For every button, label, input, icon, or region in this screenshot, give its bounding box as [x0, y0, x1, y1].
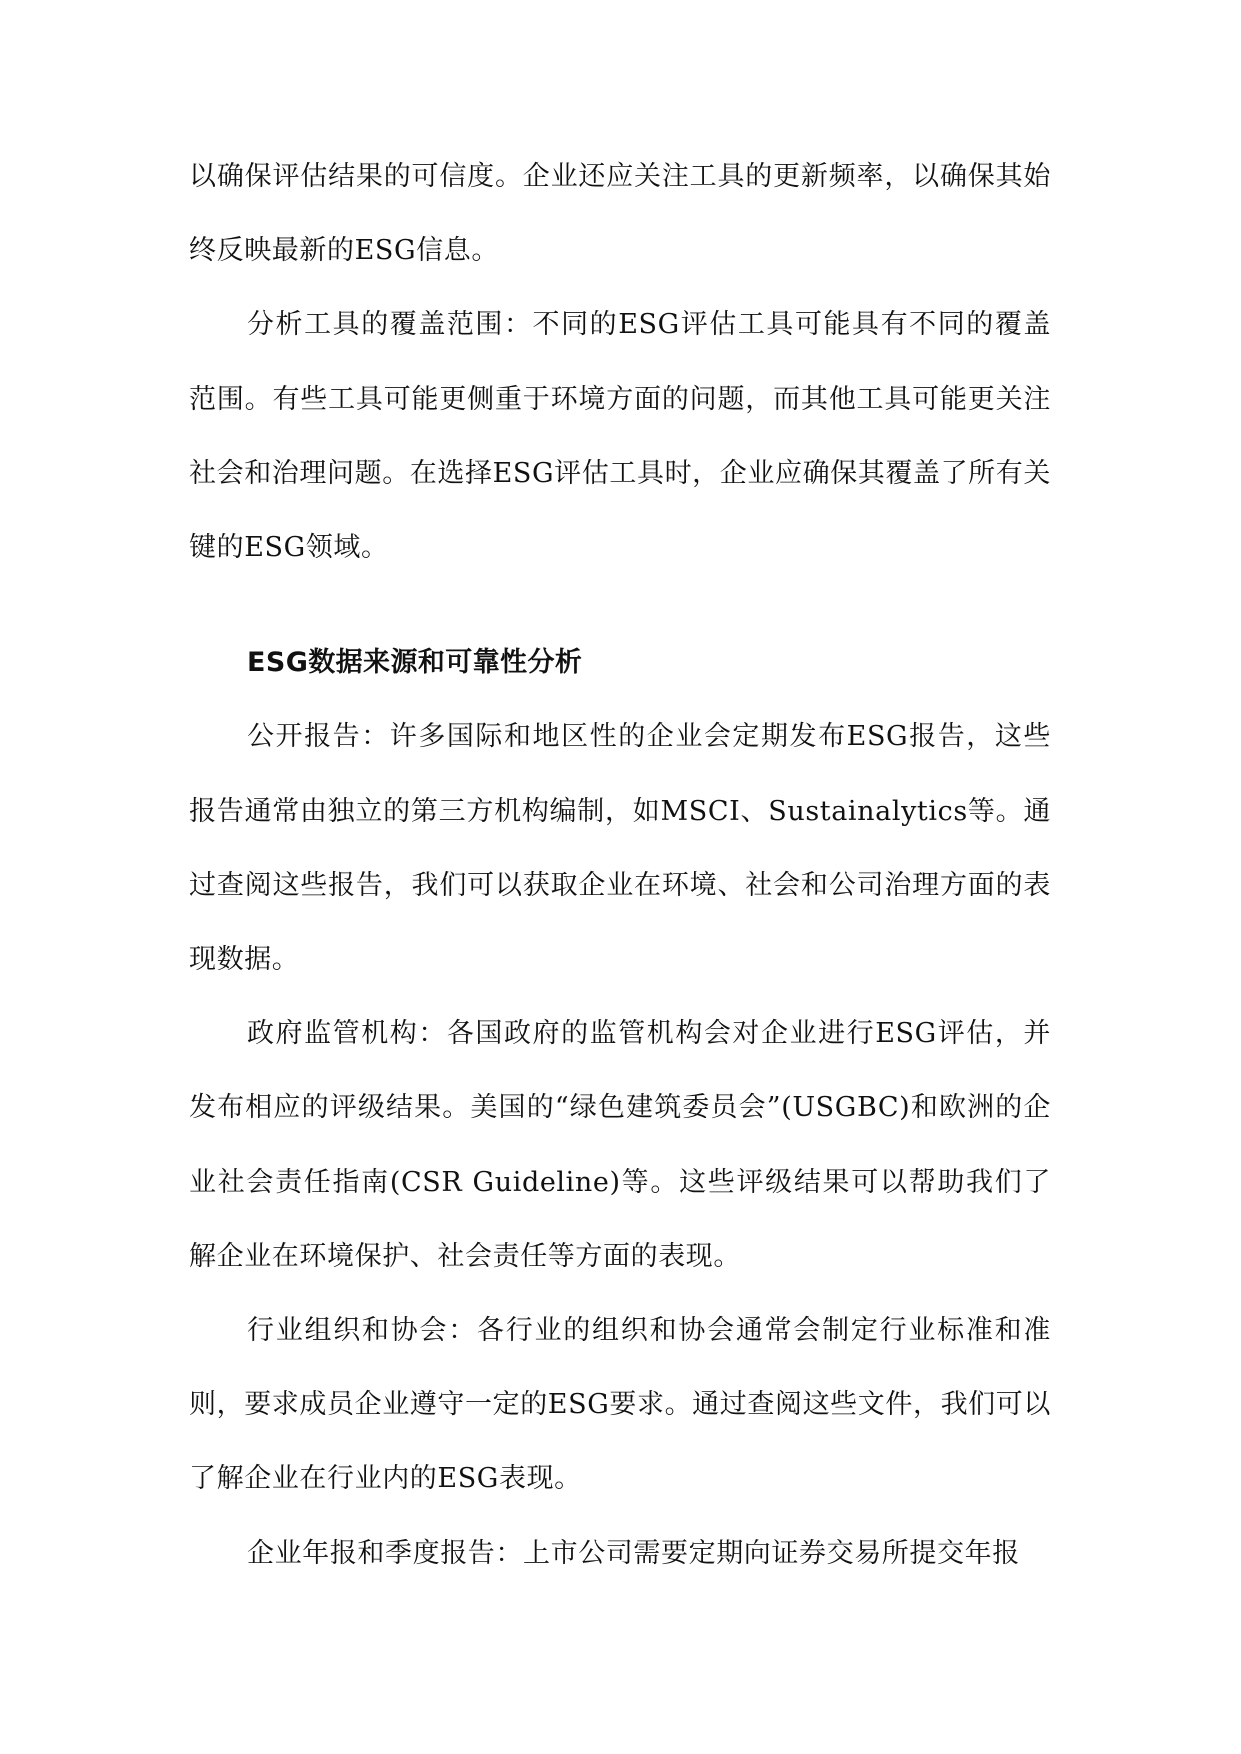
paragraph-government-regulators: 政府监管机构：各国政府的监管机构会对企业进行ESG评估，并发布相应的评级结果。美国的“绿色建筑委员会”(USGBC)和欧洲的企业社会责任指南(CSR Guideline)等。这些评级结果可以帮助我们了解企业在环境保护、社会责任等方面的表现。	[189, 1018, 1051, 1272]
paragraph-annual-reports: 企业年报和季度报告：上市公司需要定期向证券交易所提交年报	[247, 1537, 1020, 1569]
section-heading: ESG数据来源和可靠性分析	[247, 647, 583, 679]
document-body	[189, 140, 1051, 1591]
paragraph-tool-coverage: 分析工具的覆盖范围：不同的ESG评估工具可能具有不同的覆盖范围。有些工具可能更侧重于环境方面的问题，而其他工具可能更关注社会和治理问题。在选择ESG评估工具时，企业应确保其覆盖了所有关键的ESG领域。	[189, 309, 1051, 564]
paragraph-public-reports: 公开报告：许多国际和地区性的企业会定期发布ESG报告，这些报告通常由独立的第三方机构编制，如MSCI、Sustainalytics等。通过查阅这些报告，我们可以获取企业在环境、社会和公司治理方面的表现数据。	[189, 721, 1051, 976]
paragraph-continuation: 以确保评估结果的可信度。企业还应关注工具的更新频率，以确保其始终反映最新的ESG信息。	[189, 161, 1051, 267]
paragraph-industry-associations: 行业组织和协会：各行业的组织和协会通常会制定行业标准和准则，要求成员企业遵守一定的ESG要求。通过查阅这些文件，我们可以了解企业在行业内的ESG表现。	[189, 1315, 1051, 1495]
